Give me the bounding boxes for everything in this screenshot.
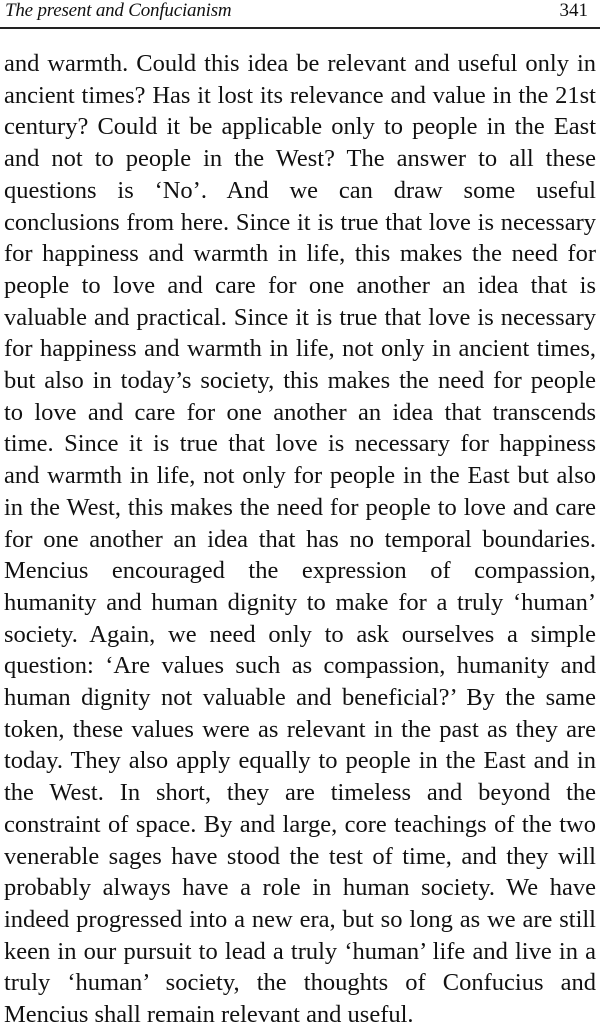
text-line: human dignity not valuable and beneficial?’ By the same xyxy=(4,684,596,712)
text-line: Mencius encouraged the expression of compassion, xyxy=(4,557,596,585)
text-line: today. They also apply equally to people in the East and in xyxy=(4,747,596,775)
text-line: society. Again, we need only to ask ourselves a simple xyxy=(4,620,596,648)
text-line: ancient times? Has it lost its relevance and value in the 21st xyxy=(4,81,596,109)
text-line: but also in today’s society, this makes the need for people xyxy=(4,367,596,395)
text-line: venerable sages have stood the test of time, and they will xyxy=(4,842,596,870)
text-line: and warmth. Could this idea be relevant and useful only in xyxy=(4,50,596,77)
text-line: time. Since it is true that love is necessary for happiness xyxy=(4,430,596,458)
text-line: valuable and practical. Since it is true that love is necessary xyxy=(4,303,596,331)
text-line: and not to people in the West? The answer to all these xyxy=(4,145,596,173)
text-line: constraint of space. By and large, core teachings of the two xyxy=(4,810,596,838)
text-line: humanity and human dignity to make for a truly ‘human’ xyxy=(4,588,596,616)
text-line: conclusions from here. Since it is true that love is necessary xyxy=(4,208,596,236)
text-line: keen in our pursuit to lead a truly ‘human’ life and live in a xyxy=(4,937,596,965)
text-line: questions is ‘No’. And we can draw some useful xyxy=(4,176,596,204)
text-line: token, these values were as relevant in the past as they are xyxy=(4,715,596,743)
running-title: The present and Confucianism xyxy=(5,0,232,21)
text-line: and warmth in life, not only for people in the East but also xyxy=(4,462,596,490)
header-rule xyxy=(0,27,600,29)
text-line: for happiness and warmth in life, this makes the need for xyxy=(4,240,596,268)
text-line: the West. In short, they are timeless and beyond the xyxy=(4,779,596,807)
text-line: Mencius shall remain relevant and useful. xyxy=(4,1001,414,1029)
text-line: probably always have a role in human society. We have xyxy=(4,874,596,902)
text-line: people to love and care for one another an idea that is xyxy=(4,271,596,299)
running-head xyxy=(5,0,588,26)
text-line: question: ‘Are values such as compassion, humanity and xyxy=(4,652,596,680)
text-line: century? Could it be applicable only to people in the East xyxy=(4,113,596,141)
page-number: 341 xyxy=(559,0,588,21)
text-line: for one another an idea that has no temporal boundaries. xyxy=(4,525,596,553)
text-line: for happiness and warmth in life, not only in ancient times, xyxy=(4,335,596,363)
text-line: truly ‘human’ society, the thoughts of Confucius and xyxy=(4,969,596,997)
body-paragraph xyxy=(4,48,596,1031)
text-line: indeed progressed into a new era, but so long as we are still xyxy=(4,905,596,933)
text-line: to love and care for one another an idea that transcends xyxy=(4,398,596,426)
text-line: in the West, this makes the need for people to love and care xyxy=(4,493,596,521)
